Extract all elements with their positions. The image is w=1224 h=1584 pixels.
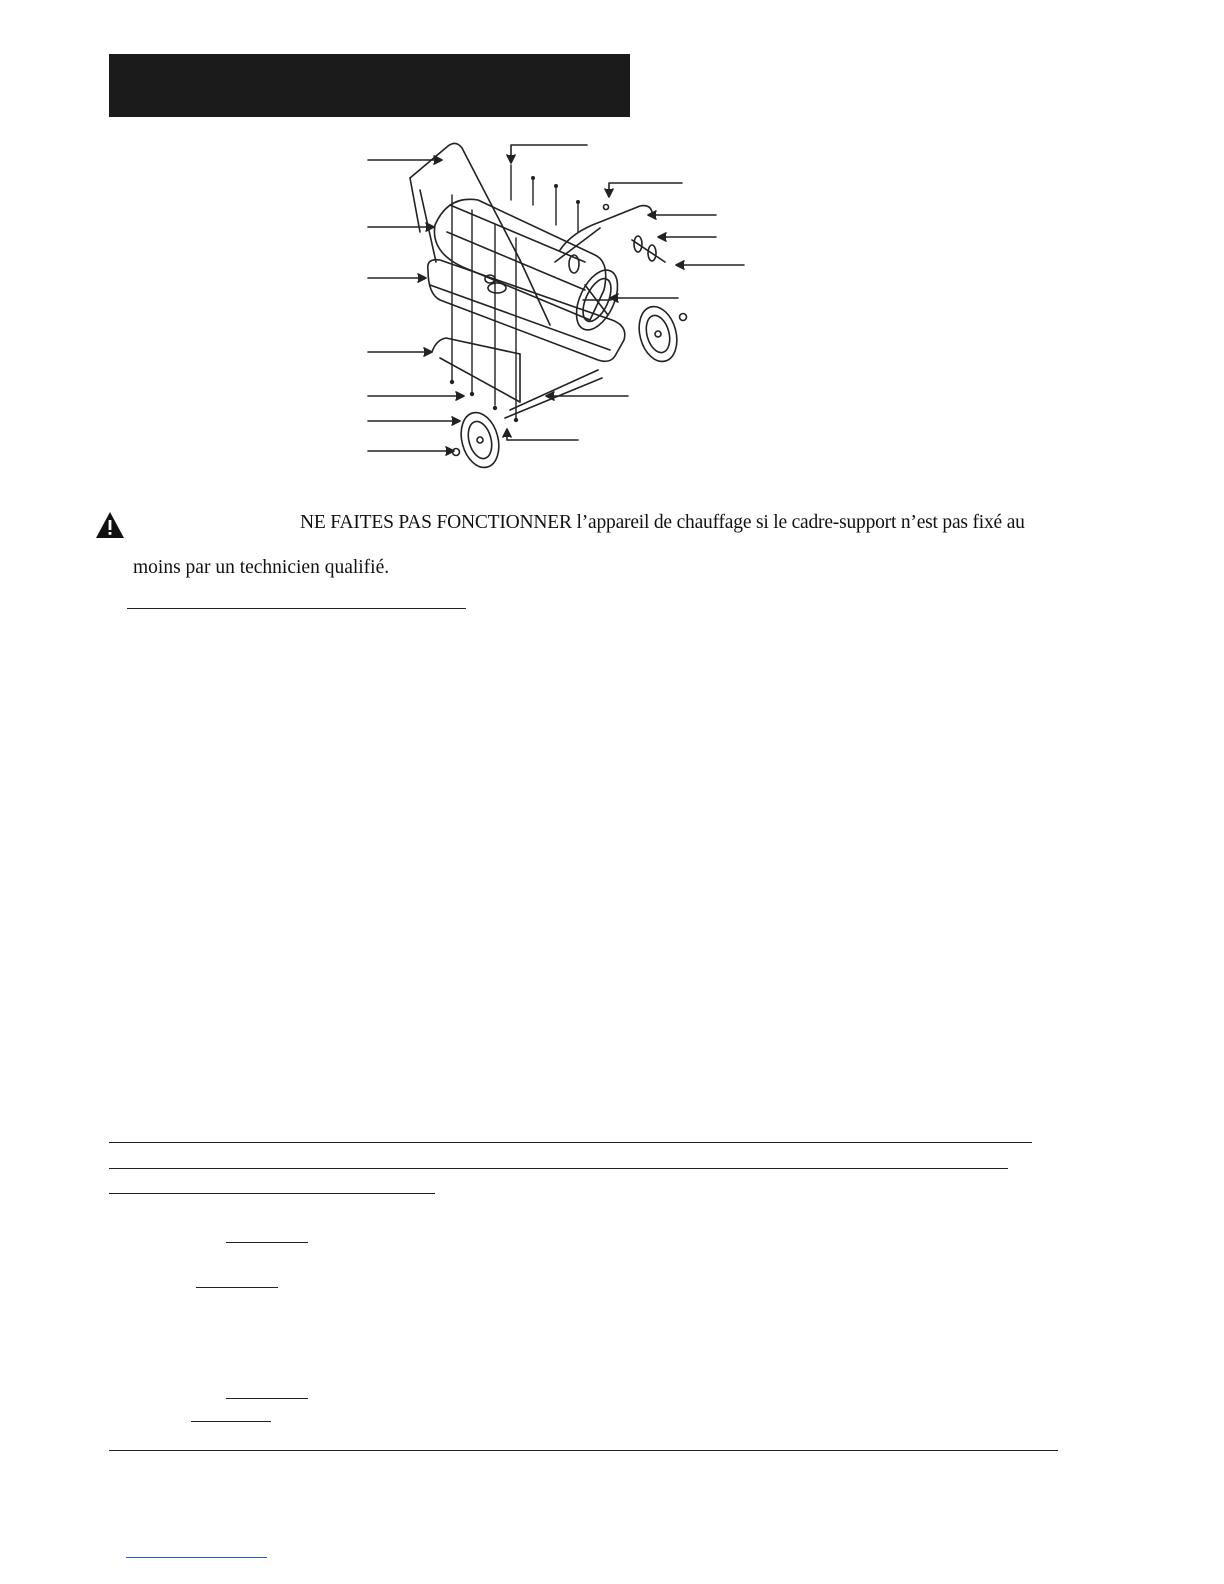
warning-text-rest: l’appareil de chauffage si le cadre-support n’est pas fixé au bbox=[571, 512, 1025, 533]
text-rule-2 bbox=[109, 1168, 1008, 1169]
handle-frame bbox=[410, 143, 520, 262]
footer-rule bbox=[109, 1450, 1058, 1451]
field-underline-4 bbox=[191, 1421, 271, 1422]
rear-handle bbox=[520, 206, 652, 325]
field-underline-3 bbox=[226, 1398, 308, 1399]
warning-text-line-1 bbox=[300, 512, 1025, 534]
text-rule-1 bbox=[109, 1142, 1032, 1143]
bolts bbox=[452, 165, 578, 418]
support-frame bbox=[432, 338, 602, 418]
callout-leader-lines-right bbox=[503, 145, 744, 440]
heading-underline bbox=[127, 608, 466, 609]
warning-text-line-2: moins par un technicien qualifié. bbox=[133, 557, 390, 578]
callout-leader-lines-left bbox=[368, 156, 464, 455]
section-header-bar bbox=[109, 54, 630, 117]
warning-emphasis: NE FAITES PAS FONCTIONNER bbox=[300, 512, 572, 533]
right-wheel bbox=[633, 302, 686, 365]
text-rule-3 bbox=[109, 1193, 435, 1194]
warning-triangle-icon bbox=[95, 511, 125, 539]
field-underline-2 bbox=[196, 1287, 278, 1288]
link-underline[interactable] bbox=[126, 1557, 267, 1558]
heater-assembly-diagram bbox=[360, 135, 760, 475]
left-wheel bbox=[453, 408, 505, 471]
field-underline-1 bbox=[226, 1242, 308, 1243]
